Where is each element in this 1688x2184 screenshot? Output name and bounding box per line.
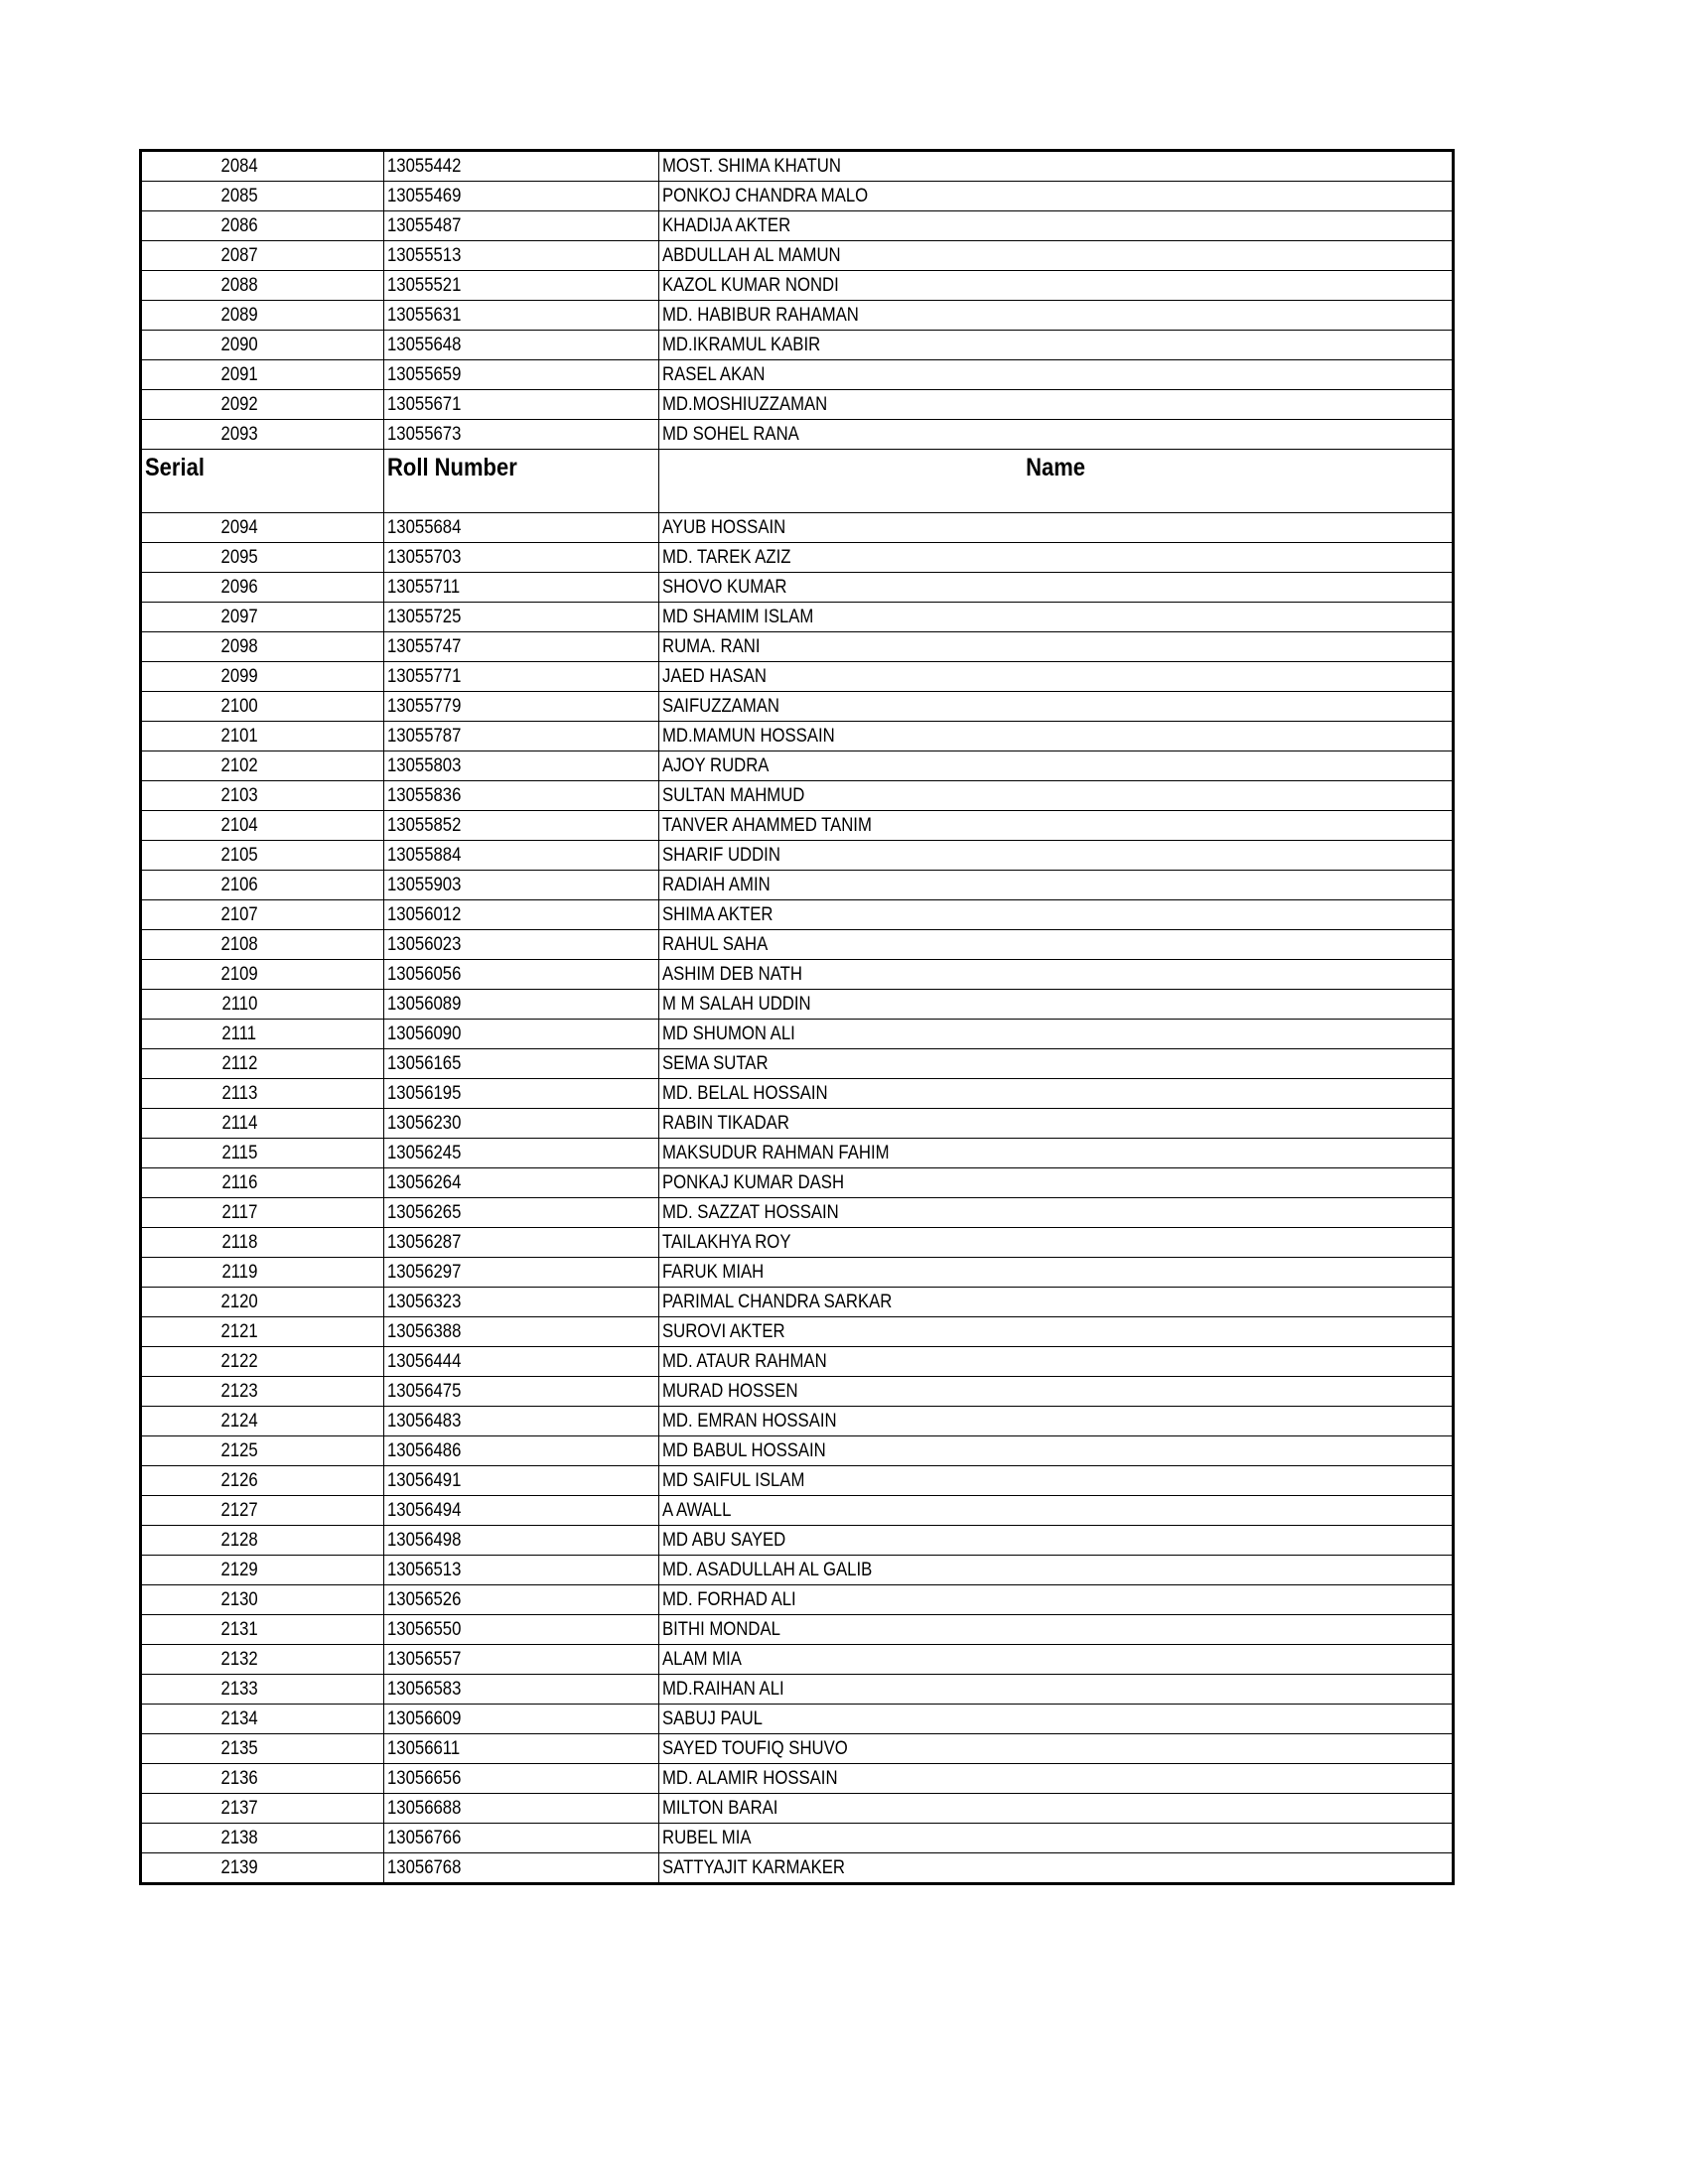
serial-cell: 2129 xyxy=(141,1556,384,1585)
table-row xyxy=(141,1049,1454,1079)
table-row xyxy=(141,781,1454,811)
roll-number-cell: 13056766 xyxy=(384,1824,659,1853)
roll-number-cell: 13056494 xyxy=(384,1496,659,1526)
roll-number-cell: 13056526 xyxy=(384,1585,659,1615)
table-row xyxy=(141,1615,1454,1645)
name-cell: MD ABU SAYED xyxy=(659,1526,1454,1556)
roll-number-cell: 13055684 xyxy=(384,513,659,543)
name-cell: PONKAJ KUMAR DASH xyxy=(659,1168,1454,1198)
table-row xyxy=(141,1258,1454,1288)
table-row xyxy=(141,1288,1454,1317)
roll-number-cell: 13056165 xyxy=(384,1049,659,1079)
name-cell: RUMA. RANI xyxy=(659,632,1454,662)
name-cell: RADIAH AMIN xyxy=(659,871,1454,900)
name-cell: FARUK MIAH xyxy=(659,1258,1454,1288)
table-row xyxy=(141,390,1454,420)
table-row xyxy=(141,1705,1454,1734)
serial-cell: 2123 xyxy=(141,1377,384,1407)
roll-number-cell: 13056557 xyxy=(384,1645,659,1675)
table-row xyxy=(141,1407,1454,1436)
name-cell: MD. HABIBUR RAHAMAN xyxy=(659,301,1454,331)
name-cell: MD BABUL HOSSAIN xyxy=(659,1436,1454,1466)
name-cell: RUBEL MIA xyxy=(659,1824,1454,1853)
serial-cell: 2130 xyxy=(141,1585,384,1615)
name-cell: MD. TAREK AZIZ xyxy=(659,543,1454,573)
table-row xyxy=(141,1794,1454,1824)
serial-cell: 2112 xyxy=(141,1049,384,1079)
roll-number-cell: 13056483 xyxy=(384,1407,659,1436)
serial-cell: 2092 xyxy=(141,390,384,420)
name-cell: MD. EMRAN HOSSAIN xyxy=(659,1407,1454,1436)
name-cell: BITHI MONDAL xyxy=(659,1615,1454,1645)
roll-number-cell: 13056656 xyxy=(384,1764,659,1794)
roll-number-cell: 13055852 xyxy=(384,811,659,841)
table-row xyxy=(141,1496,1454,1526)
name-cell: MD.IKRAMUL KABIR xyxy=(659,331,1454,360)
serial-cell: 2088 xyxy=(141,271,384,301)
table-row xyxy=(141,1675,1454,1705)
name-cell: A AWALL xyxy=(659,1496,1454,1526)
roll-number-cell: 13055803 xyxy=(384,751,659,781)
name-cell: MD. SAZZAT HOSSAIN xyxy=(659,1198,1454,1228)
name-cell: MD. BELAL HOSSAIN xyxy=(659,1079,1454,1109)
table-row xyxy=(141,1853,1454,1884)
name-cell: MD. ASADULLAH AL GALIB xyxy=(659,1556,1454,1585)
name-cell: SAIFUZZAMAN xyxy=(659,692,1454,722)
roll-number-cell: 13056090 xyxy=(384,1020,659,1049)
name-cell: MILTON BARAI xyxy=(659,1794,1454,1824)
serial-cell: 2133 xyxy=(141,1675,384,1705)
table-row xyxy=(141,543,1454,573)
serial-cell: 2114 xyxy=(141,1109,384,1139)
roll-number-cell: 13056265 xyxy=(384,1198,659,1228)
name-cell: MD. ATAUR RAHMAN xyxy=(659,1347,1454,1377)
roll-number-cell: 13055521 xyxy=(384,271,659,301)
table-row xyxy=(141,662,1454,692)
roll-number-cell: 13055779 xyxy=(384,692,659,722)
serial-cell: 2122 xyxy=(141,1347,384,1377)
name-cell: AJOY RUDRA xyxy=(659,751,1454,781)
serial-cell: 2102 xyxy=(141,751,384,781)
roll-number-cell: 13055673 xyxy=(384,420,659,450)
serial-cell: 2090 xyxy=(141,331,384,360)
roll-number-cell: 13055659 xyxy=(384,360,659,390)
name-cell: MD.MOSHIUZZAMAN xyxy=(659,390,1454,420)
table-row xyxy=(141,151,1454,182)
serial-cell: 2095 xyxy=(141,543,384,573)
table-row xyxy=(141,1168,1454,1198)
table-row xyxy=(141,930,1454,960)
name-cell: MD SOHEL RANA xyxy=(659,420,1454,450)
table-row xyxy=(141,573,1454,603)
roll-number-cell: 13056583 xyxy=(384,1675,659,1705)
name-cell: MD.MAMUN HOSSAIN xyxy=(659,722,1454,751)
serial-cell: 2099 xyxy=(141,662,384,692)
table-row xyxy=(141,1317,1454,1347)
name-cell: MD.RAIHAN ALI xyxy=(659,1675,1454,1705)
roll-number-cell: 13056491 xyxy=(384,1466,659,1496)
roll-number-cell: 13055487 xyxy=(384,211,659,241)
serial-cell: 2107 xyxy=(141,900,384,930)
roll-number-cell: 13055903 xyxy=(384,871,659,900)
roll-number-cell: 13055771 xyxy=(384,662,659,692)
roll-number-cell: 13056609 xyxy=(384,1705,659,1734)
serial-cell: 2125 xyxy=(141,1436,384,1466)
name-cell: ASHIM DEB NATH xyxy=(659,960,1454,990)
table-row xyxy=(141,751,1454,781)
serial-cell: 2126 xyxy=(141,1466,384,1496)
name-cell: RAHUL SAHA xyxy=(659,930,1454,960)
serial-cell: 2089 xyxy=(141,301,384,331)
table-row xyxy=(141,331,1454,360)
serial-cell: 2121 xyxy=(141,1317,384,1347)
table-row xyxy=(141,1228,1454,1258)
serial-cell: 2086 xyxy=(141,211,384,241)
serial-cell: 2103 xyxy=(141,781,384,811)
table-row xyxy=(141,1020,1454,1049)
name-cell: MD SHAMIM ISLAM xyxy=(659,603,1454,632)
serial-cell: 2096 xyxy=(141,573,384,603)
roll-number-cell: 13055442 xyxy=(384,151,659,182)
table-row xyxy=(141,241,1454,271)
serial-cell: 2124 xyxy=(141,1407,384,1436)
table-body-bottom xyxy=(141,513,1454,1884)
table-row xyxy=(141,692,1454,722)
table-row xyxy=(141,1377,1454,1407)
serial-cell: 2084 xyxy=(141,151,384,182)
serial-cell: 2118 xyxy=(141,1228,384,1258)
name-cell: SHIMA AKTER xyxy=(659,900,1454,930)
roll-number-cell: 13055787 xyxy=(384,722,659,751)
serial-cell: 2105 xyxy=(141,841,384,871)
table-row xyxy=(141,420,1454,450)
roll-number-cell: 13056012 xyxy=(384,900,659,930)
roll-number-cell: 13056297 xyxy=(384,1258,659,1288)
serial-cell: 2104 xyxy=(141,811,384,841)
table-row xyxy=(141,1824,1454,1853)
serial-cell: 2116 xyxy=(141,1168,384,1198)
table-row xyxy=(141,1139,1454,1168)
serial-cell: 2091 xyxy=(141,360,384,390)
serial-cell: 2110 xyxy=(141,990,384,1020)
roll-number-cell: 13056498 xyxy=(384,1526,659,1556)
roll-number-cell: 13055671 xyxy=(384,390,659,420)
roll-number-cell: 13056287 xyxy=(384,1228,659,1258)
table-row xyxy=(141,1764,1454,1794)
serial-cell: 2119 xyxy=(141,1258,384,1288)
name-cell: SHOVO KUMAR xyxy=(659,573,1454,603)
roll-number-cell: 13056475 xyxy=(384,1377,659,1407)
table-row xyxy=(141,513,1454,543)
serial-cell: 2132 xyxy=(141,1645,384,1675)
serial-cell: 2120 xyxy=(141,1288,384,1317)
roll-number-cell: 13055711 xyxy=(384,573,659,603)
name-cell: ABDULLAH AL MAMUN xyxy=(659,241,1454,271)
name-cell: PONKOJ CHANDRA MALO xyxy=(659,182,1454,211)
serial-cell: 2139 xyxy=(141,1853,384,1884)
table-row xyxy=(141,841,1454,871)
table-row xyxy=(141,1347,1454,1377)
serial-cell: 2109 xyxy=(141,960,384,990)
roll-number-cell: 13056245 xyxy=(384,1139,659,1168)
serial-cell: 2135 xyxy=(141,1734,384,1764)
name-cell: MD SAIFUL ISLAM xyxy=(659,1466,1454,1496)
table-row xyxy=(141,960,1454,990)
table-row xyxy=(141,1526,1454,1556)
table-row xyxy=(141,603,1454,632)
table-row xyxy=(141,722,1454,751)
serial-cell: 2094 xyxy=(141,513,384,543)
roll-table xyxy=(139,149,1455,1885)
header-name: Name xyxy=(659,450,1454,513)
name-cell: MURAD HOSSEN xyxy=(659,1377,1454,1407)
serial-cell: 2111 xyxy=(141,1020,384,1049)
serial-cell: 2113 xyxy=(141,1079,384,1109)
table-row xyxy=(141,1645,1454,1675)
roll-number-cell: 13055884 xyxy=(384,841,659,871)
name-cell: TANVER AHAMMED TANIM xyxy=(659,811,1454,841)
roll-number-cell: 13056688 xyxy=(384,1794,659,1824)
roll-number-cell: 13056513 xyxy=(384,1556,659,1585)
name-cell: SULTAN MAHMUD xyxy=(659,781,1454,811)
name-cell: SEMA SUTAR xyxy=(659,1049,1454,1079)
serial-cell: 2085 xyxy=(141,182,384,211)
roll-number-cell: 13055469 xyxy=(384,182,659,211)
serial-cell: 2101 xyxy=(141,722,384,751)
name-cell: MOST. SHIMA KHATUN xyxy=(659,151,1454,182)
roll-number-cell: 13055747 xyxy=(384,632,659,662)
roll-number-cell: 13056444 xyxy=(384,1347,659,1377)
roll-number-cell: 13055703 xyxy=(384,543,659,573)
table-row xyxy=(141,1585,1454,1615)
serial-cell: 2093 xyxy=(141,420,384,450)
table-row xyxy=(141,271,1454,301)
serial-cell: 2108 xyxy=(141,930,384,960)
table-row xyxy=(141,211,1454,241)
roll-number-cell: 13056264 xyxy=(384,1168,659,1198)
table-row xyxy=(141,1436,1454,1466)
header-roll-number: Roll Number xyxy=(384,450,659,513)
name-cell: MD. ALAMIR HOSSAIN xyxy=(659,1764,1454,1794)
table-row xyxy=(141,1079,1454,1109)
table-row xyxy=(141,1734,1454,1764)
table-header xyxy=(141,450,1454,513)
roll-number-cell: 13056323 xyxy=(384,1288,659,1317)
roll-number-cell: 13055836 xyxy=(384,781,659,811)
table-row xyxy=(141,360,1454,390)
roll-number-cell: 13056768 xyxy=(384,1853,659,1884)
name-cell: KAZOL KUMAR NONDI xyxy=(659,271,1454,301)
serial-cell: 2131 xyxy=(141,1615,384,1645)
serial-cell: 2137 xyxy=(141,1794,384,1824)
serial-cell: 2100 xyxy=(141,692,384,722)
table-row xyxy=(141,900,1454,930)
name-cell: M M SALAH UDDIN xyxy=(659,990,1454,1020)
name-cell: JAED HASAN xyxy=(659,662,1454,692)
serial-cell: 2087 xyxy=(141,241,384,271)
serial-cell: 2128 xyxy=(141,1526,384,1556)
serial-cell: 2097 xyxy=(141,603,384,632)
roll-number-cell: 13055725 xyxy=(384,603,659,632)
result-sheet xyxy=(139,149,1455,1885)
serial-cell: 2117 xyxy=(141,1198,384,1228)
name-cell: ALAM MIA xyxy=(659,1645,1454,1675)
roll-number-cell: 13055648 xyxy=(384,331,659,360)
name-cell: MD SHUMON ALI xyxy=(659,1020,1454,1049)
table-row xyxy=(141,1466,1454,1496)
roll-number-cell: 13056195 xyxy=(384,1079,659,1109)
serial-cell: 2098 xyxy=(141,632,384,662)
table-row xyxy=(141,811,1454,841)
roll-number-cell: 13056023 xyxy=(384,930,659,960)
name-cell: SUROVI AKTER xyxy=(659,1317,1454,1347)
table-row xyxy=(141,1198,1454,1228)
table-row xyxy=(141,301,1454,331)
roll-number-cell: 13056056 xyxy=(384,960,659,990)
name-cell: SATTYAJIT KARMAKER xyxy=(659,1853,1454,1884)
serial-cell: 2134 xyxy=(141,1705,384,1734)
name-cell: AYUB HOSSAIN xyxy=(659,513,1454,543)
table-row xyxy=(141,990,1454,1020)
name-cell: PARIMAL CHANDRA SARKAR xyxy=(659,1288,1454,1317)
name-cell: SHARIF UDDIN xyxy=(659,841,1454,871)
name-cell: KHADIJA AKTER xyxy=(659,211,1454,241)
roll-number-cell: 13055631 xyxy=(384,301,659,331)
header-serial: Serial xyxy=(141,450,384,513)
serial-cell: 2136 xyxy=(141,1764,384,1794)
roll-number-cell: 13055513 xyxy=(384,241,659,271)
serial-cell: 2127 xyxy=(141,1496,384,1526)
name-cell: SAYED TOUFIQ SHUVO xyxy=(659,1734,1454,1764)
table-body-top xyxy=(141,151,1454,450)
serial-cell: 2106 xyxy=(141,871,384,900)
roll-number-cell: 13056089 xyxy=(384,990,659,1020)
name-cell: TAILAKHYA ROY xyxy=(659,1228,1454,1258)
header-row xyxy=(141,450,1454,513)
roll-number-cell: 13056230 xyxy=(384,1109,659,1139)
name-cell: RABIN TIKADAR xyxy=(659,1109,1454,1139)
serial-cell: 2115 xyxy=(141,1139,384,1168)
name-cell: SABUJ PAUL xyxy=(659,1705,1454,1734)
roll-number-cell: 13056611 xyxy=(384,1734,659,1764)
table-row xyxy=(141,1109,1454,1139)
name-cell: MAKSUDUR RAHMAN FAHIM xyxy=(659,1139,1454,1168)
name-cell: RASEL AKAN xyxy=(659,360,1454,390)
table-row xyxy=(141,1556,1454,1585)
roll-number-cell: 13056550 xyxy=(384,1615,659,1645)
roll-number-cell: 13056486 xyxy=(384,1436,659,1466)
roll-number-cell: 13056388 xyxy=(384,1317,659,1347)
table-row xyxy=(141,182,1454,211)
table-row xyxy=(141,871,1454,900)
serial-cell: 2138 xyxy=(141,1824,384,1853)
table-row xyxy=(141,632,1454,662)
name-cell: MD. FORHAD ALI xyxy=(659,1585,1454,1615)
